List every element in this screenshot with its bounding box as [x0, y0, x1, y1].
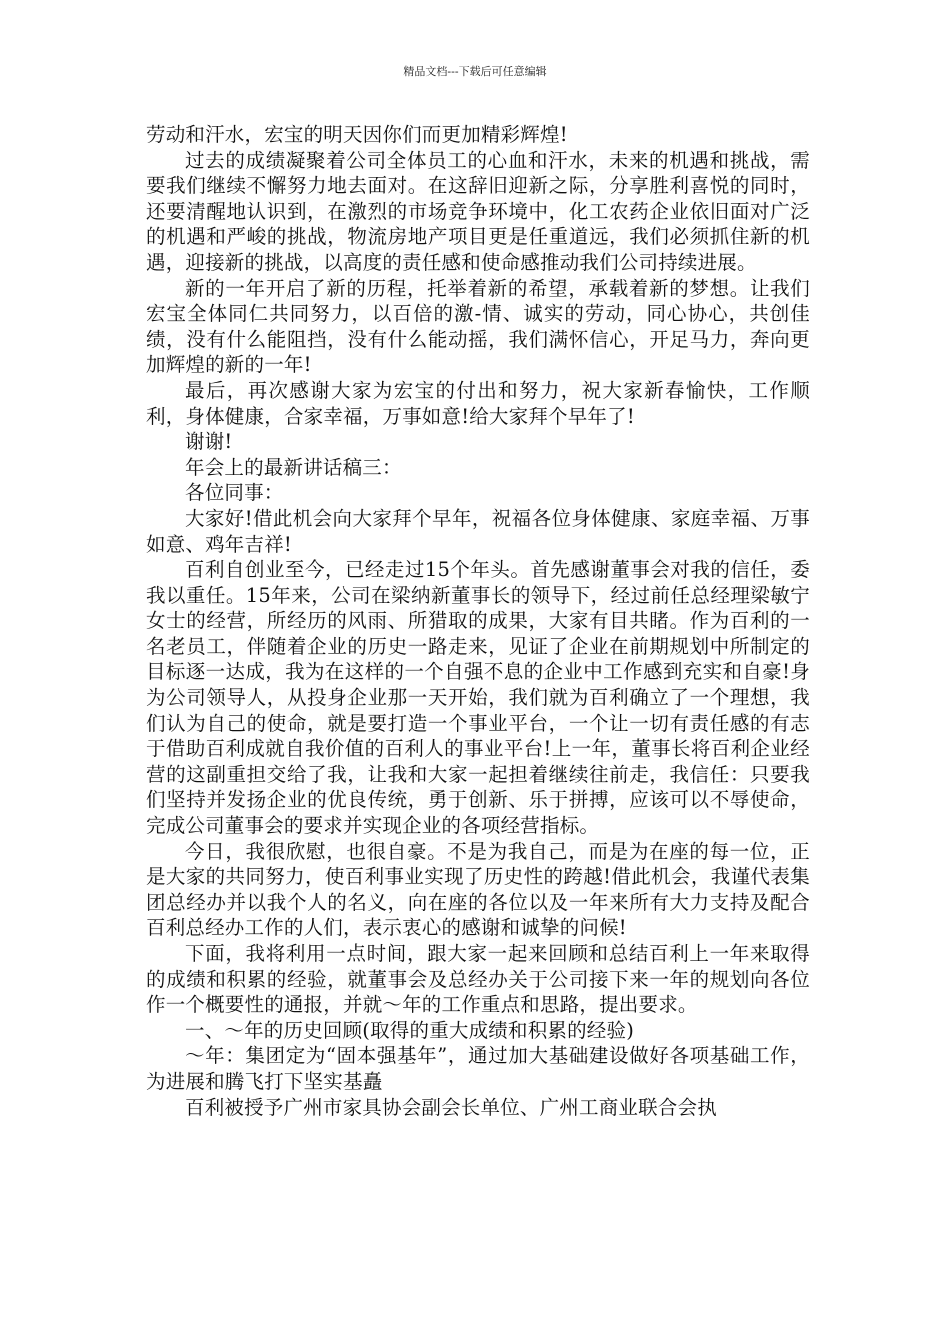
- paragraph: 百利被授予广州市家具协会副会长单位、广州工商业联合会执: [185, 1095, 717, 1119]
- paragraph: 百利自创业至今，已经走过15个年头。首先感谢董事会对我的信任，委我以重任。15年来，公司在梁纳新董事长的领导下，经过前任总经理梁敏宁女士的经营，所经历的风雨、所猎取的成果，大家有目共睹。作为百利的一名老员工，伴随着企业的历史一路走来，见证了企业在前期规划中所制定的目标逐一达成，我为在这样的一个自强不息的企业中工作感到充实和自豪!身为公司领导人，从投身企业那一天开始，我们就为百利确立了一个理想，我们认为自己的使命，就是要打造一个事业平台，一个让一切有责任感的有志于借助百利成就自我价值的百利人的事业平台!上一年，董事长将百利企业经营的这副重担交给了我，让我和大家一起担着继续往前走，我信任：只要我们坚持并发扬企业的优良传统，勇于创新、乐于拼搏，应该可以不辱使命，完成公司董事会的要求并实现企业的各项经营指标。: [146, 558, 810, 838]
- paragraph: 谢谢!: [185, 430, 233, 454]
- paragraph: ～年：集团定为“固本强基年”，通过加大基础建设做好各项基础工作，为进展和腾飞打下坚实基矗: [146, 1044, 810, 1093]
- salutation: 各位同事：: [185, 481, 284, 505]
- paragraph: 今日，我很欣慰，也很自豪。不是为我自己，而是为在座的每一位，正是大家的共同努力，使百利事业实现了历史性的跨越!借此机会，我谨代表集团总经办并以我个人的名义，向在座的各位以及一年来所有大力支持及配合百利总经办工作的人们，表示衷心的感谢和诚挚的问候!: [146, 839, 810, 940]
- paragraph: 大家好!借此机会向大家拜个早年，祝福各位身体健康、家庭幸福、万事如意、鸡年吉祥!: [146, 506, 810, 556]
- paragraph: 过去的成绩凝聚着公司全体员工的心血和汗水，未来的机遇和挑战，需要我们继续不懈努力地去面对。在这辞旧迎新之际，分享胜利喜悦的同时，还要清醒地认识到，在激烈的市场竞争环境中，化工农药企业依旧面对广泛的机遇和严峻的挑战，物流房地产项目更是任重道远，我们必须抓住新的机遇，迎接新的挑战，以高度的责任感和使命感推动我们公司持续进展。: [146, 148, 810, 274]
- paragraph: 新的一年开启了新的历程，托举着新的希望，承载着新的梦想。让我们宏宝全体同仁共同努力，以百倍的激-情、诚实的劳动，同心协心，共创佳绩，没有什么能阻挡，没有什么能动摇，我们满怀信心，开足马力，奔向更加辉煌的新的一年!: [146, 276, 810, 377]
- paragraph: 劳动和汗水，宏宝的明天因你们而更加精彩辉煌!: [146, 123, 568, 146]
- paragraph: 最后，再次感谢大家为宏宝的付出和努力，祝大家新春愉快，工作顺利，身体健康，合家幸福，万事如意!给大家拜个早年了!: [146, 378, 810, 428]
- page-header: 精品文档---下载后可任意编辑: [403, 65, 547, 78]
- document-body: [146, 122, 810, 1120]
- section-heading: 一、～年的历史回顾(取得的重大成绩和积累的经验): [185, 1018, 635, 1042]
- paragraph: 下面，我将利用一点时间，跟大家一起来回顾和总结百利上一年来取得的成绩和积累的经验，就董事会及总经办关于公司接下来一年的规划向各位作一个概要性的通报，并就～年的工作重点和思路，提出要求。: [146, 942, 810, 1017]
- section-heading: 年会上的最新讲话稿三：: [185, 455, 402, 479]
